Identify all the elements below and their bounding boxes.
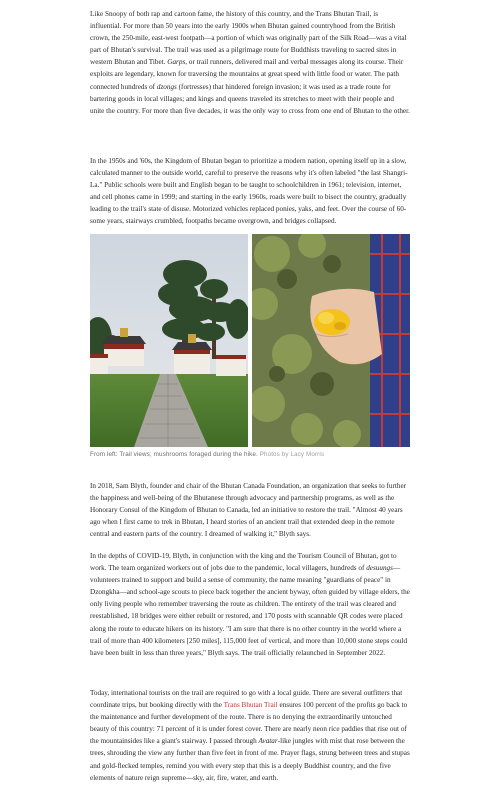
- paragraph-history: [90, 8, 410, 117]
- paragraph-restoration: [90, 550, 410, 659]
- text-run: , or trail runners, delivered mail and verbal messages along its course. Their exploits are legendary, known for traversing the mountains at great speed with little food or water. The path connected hundreds of: [90, 58, 404, 91]
- mushroom-photo: [252, 234, 410, 447]
- italic-term: dzongs: [156, 82, 177, 91]
- text-run: —volunteers trained to support and build a sense of community, the name meaning "guardians of peace" in Dzongkha—and school-age scouts to piece back together the ancient byway, often guided by village elders, the only living people who remember traversing the route as children. The entirety of the trail was cleared and reestablished, 18 bridges were either rebuilt or restored, and 170 posts with scannable QR codes were placed along the route to educate hikers on its history. "I am sure that there is no other country in the world where a trail of more than 400 kilometers [250 miles], 115,000 feet of vertical, and more than 10,000 stone steps could have been built in less than three years," Blyth says. The trail officially relaunched in September 2022.: [90, 564, 410, 657]
- text-run: Today, international tourists on the trail are required to go with a local guide. There are several outfitters that coordinate trips, but booking directly with the: [90, 689, 403, 710]
- paragraph-modernization: In the 1950s and '60s, the Kingdom of Bhutan began to prioritize a modern nation, opening itself up in a slow, calculated manner to the outside world, careful to preserve the reasons why it's often labeled "the last Shangri-La." Public schools were built and English began to be taught to schoolchildren in 1961; television, internet, and cell phones came in 1999; and starting in the early 1960s, roads were built to bisect the country, gradually leading to the trail's state of disuse. Motorized vehicles replaced ponies, yaks, and feet. Over the course of 60-some years, stairways crumbled, footpaths became overgrown, and bridges collapsed.: [90, 157, 408, 226]
- italic-term: Avatar: [258, 737, 278, 746]
- caption-text: From left: Trail views; mushrooms foraged during the hike.: [90, 451, 258, 458]
- photo-caption: [90, 451, 324, 458]
- text-run: (fortresses) that hindered foreign invasion; it was used as a trade route for bartering goods in local villages; and kings and queens traveled its stretches to meet with their people and unite the country. For more than five decades, it was the only way to cross from one end of Bhutan to the other.: [90, 82, 410, 115]
- text-run: Like Snoopy of both rap and cartoon fame, the history of this country, and the Trans Bhutan Trail, is influential. For more than 50 years into the early 1900s when Bhutan gained countryhood from the British crown, the 250-mile, east-west footpath—a portion of which was originally part of the Silk Road—was a vital part of Bhutan's survival. The trail was used as a pilgrimage route for Buddhists traveling to sacred sites in western Bhutan and Tibet.: [90, 10, 407, 67]
- trans-bhutan-trail-link[interactable]: Trans Bhutan Trail: [223, 701, 278, 710]
- text-run: In the depths of COVID-19, Blyth, in conjunction with the king and the Tourism Council of Bhutan, got to work. The team organized workers out of jobs due to the pandemic, local villagers, hundreds of: [90, 552, 397, 573]
- photo-credit: Photos by Lacy Morris: [259, 451, 325, 458]
- text-run: ensures 100 percent of the profits go back to the maintenance and further development of the route. There is no denying the extraordinarily untouched beauty of this country: 71 percent of it is under forest cover. There are nearly neon rice paddies that rise out of the mountainsides like a giant's stairway. I passed through: [90, 701, 408, 746]
- italic-term: Garps: [167, 58, 186, 67]
- paragraph-sam-blyth: In 2018, Sam Blyth, founder and chair of the Bhutan Canada Foundation, an organization that seeks to further the happiness and well-being of the Bhutanese through advocacy and partnership programs, as well as the Honorary Consul of the Kingdom of Bhutan to Canada, led an initiative to restore the trail. "Almost 40 years ago when I first came to trek in Bhutan, I heard stories of an ancient trail that extended deep in the remote central and eastern parts of the country. I dreamed of walking it," Blyth says.: [90, 482, 407, 539]
- italic-term: desuungs: [366, 564, 393, 573]
- paragraph-today: [90, 687, 410, 784]
- trail-views-photo: [90, 234, 248, 447]
- text-run: -like jungles with mist that rose between the trees, shrouding the view any further than five feet in front of me. Prayer flags, strung between trees and stupas and gold-flecked temples, remind you with every step that this is a deeply Buddhist country, and the five elements of nature reign supreme—sky, air, fire, water, and earth.: [90, 737, 410, 782]
